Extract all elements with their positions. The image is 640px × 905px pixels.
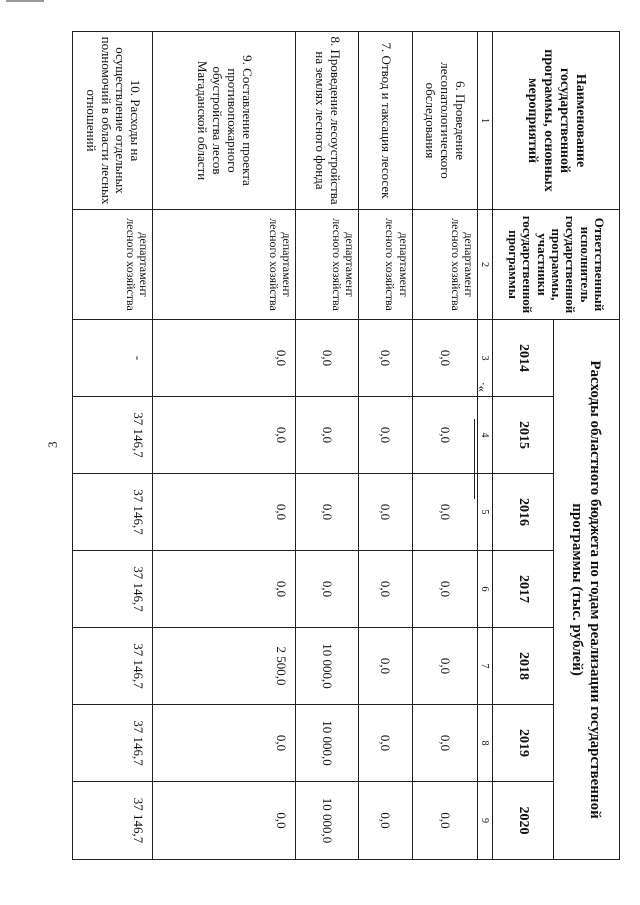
expense-value: 0,0 xyxy=(412,628,477,705)
responsible-executor: департамент лесного хозяйства xyxy=(73,210,153,320)
expense-value: 2 500,0 xyxy=(153,628,296,705)
rotated-table-wrapper xyxy=(72,31,620,859)
expense-value: 0,0 xyxy=(412,782,477,860)
header-row xyxy=(553,32,619,860)
scan-edge-mark xyxy=(6,0,44,2)
expense-value: 0,0 xyxy=(359,628,412,705)
expense-value: 37 146,7 xyxy=(73,628,153,705)
program-activity-name: 6. Проведение лесопатологического обследования xyxy=(412,32,477,210)
responsible-executor: департамент лесного хозяйства xyxy=(359,210,412,320)
expense-value: 0,0 xyxy=(296,397,359,474)
index-row xyxy=(478,32,493,860)
responsible-executor: департамент лесного хозяйства xyxy=(412,210,477,320)
expenses-table xyxy=(72,31,620,860)
column-index: 3 xyxy=(478,320,493,397)
program-activity-name: 9. Составление проекта противопожарного обустройства лесов Магаданской области xyxy=(153,32,296,210)
expense-value: 0,0 xyxy=(153,782,296,860)
year-header: 2018 xyxy=(492,628,553,705)
column-index: 1 xyxy=(478,32,493,210)
expense-value: 37 146,7 xyxy=(73,551,153,628)
year-header: 2019 xyxy=(492,705,553,782)
program-activity-name: 10. Расходы на осуществление отдельных полномочий в области лесных отношений xyxy=(73,32,153,210)
expense-value: 10 000,0 xyxy=(296,705,359,782)
table-row xyxy=(153,32,296,860)
expense-value: 10 000,0 xyxy=(296,628,359,705)
responsible-executor: департамент лесного хозяйства xyxy=(153,210,296,320)
expense-value: 37 146,7 xyxy=(73,782,153,860)
expense-value: 0,0 xyxy=(412,320,477,397)
column-index: 6 xyxy=(478,551,493,628)
year-header: 2014 xyxy=(492,320,553,397)
expense-value: 0,0 xyxy=(359,320,412,397)
column-index: 8 xyxy=(478,705,493,782)
header-responsible-column: Ответственный исполнитель государственной программы, участники государственной программы xyxy=(492,210,619,320)
year-header: 2016 xyxy=(492,474,553,551)
program-activity-name: 8. Проведение лесоустройства на землях лесного фонда xyxy=(296,32,359,210)
program-activity-name: 7. Отвод и таксация лесосек xyxy=(359,32,412,210)
expense-value: 0,0 xyxy=(153,474,296,551)
expense-value: - xyxy=(73,320,153,397)
expense-value: 0,0 xyxy=(153,320,296,397)
expense-value: 0,0 xyxy=(412,397,477,474)
expense-value: 0,0 xyxy=(359,551,412,628)
expense-value: 10 000,0 xyxy=(296,782,359,860)
column-index: 7 xyxy=(478,628,493,705)
expense-value: 0,0 xyxy=(153,551,296,628)
table-row xyxy=(359,32,412,860)
expense-value: 37 146,7 xyxy=(73,397,153,474)
expense-value: 0,0 xyxy=(153,705,296,782)
page-number: 3 xyxy=(45,441,60,448)
expense-value: 0,0 xyxy=(359,474,412,551)
expense-value: 0,0 xyxy=(412,551,477,628)
column-index: 2 xyxy=(478,210,493,320)
table-row xyxy=(296,32,359,860)
expense-value: 0,0 xyxy=(296,474,359,551)
expense-value: 37 146,7 xyxy=(73,705,153,782)
expense-value: 0,0 xyxy=(359,782,412,860)
column-index: 5 xyxy=(478,474,493,551)
expense-value: 0,0 xyxy=(296,320,359,397)
year-header: 2017 xyxy=(492,551,553,628)
expense-value: 37 146,7 xyxy=(73,474,153,551)
closing-quote: ». xyxy=(472,382,487,392)
header-expenses-title: Расходы областного бюджета по годам реализации государственной программы (тыс. рублей) xyxy=(553,320,619,860)
column-index: 4 xyxy=(478,397,493,474)
table-row xyxy=(412,32,477,860)
expense-value: 0,0 xyxy=(412,474,477,551)
responsible-executor: департамент лесного хозяйства xyxy=(296,210,359,320)
expense-value: 0,0 xyxy=(359,705,412,782)
expense-value: 0,0 xyxy=(412,705,477,782)
year-header: 2020 xyxy=(492,782,553,860)
year-header: 2015 xyxy=(492,397,553,474)
column-index: 9 xyxy=(478,782,493,860)
table-row xyxy=(73,32,153,860)
header-name-column: Наименование государственной программы, основных мероприятий xyxy=(492,32,619,210)
expense-value: 0,0 xyxy=(153,397,296,474)
expense-value: 0,0 xyxy=(296,551,359,628)
expense-value: 0,0 xyxy=(359,397,412,474)
